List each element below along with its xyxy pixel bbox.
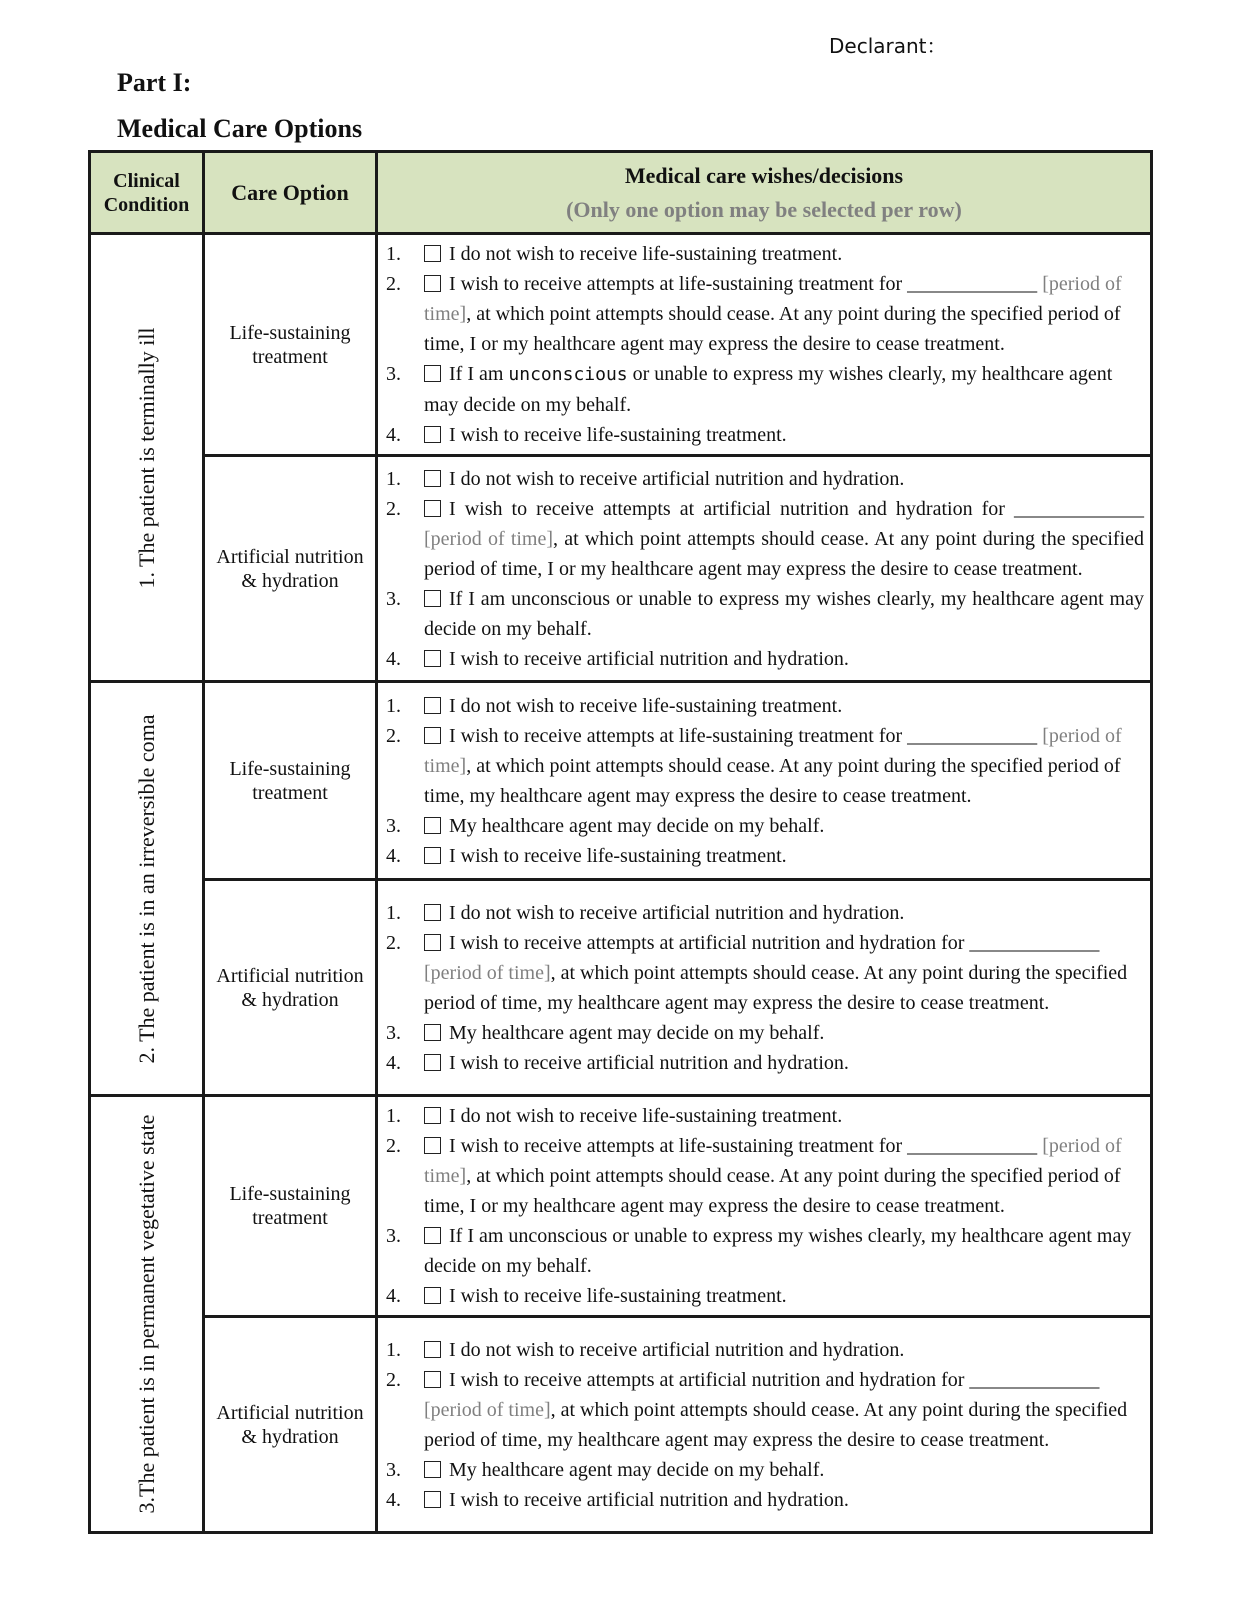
list-item: [386, 1365, 1144, 1455]
care-option-line2: & hydration: [241, 1425, 339, 1448]
care-option-line1: Artificial nutrition: [216, 1401, 364, 1424]
list-item: [386, 644, 1144, 674]
option-text: If I am: [449, 363, 509, 385]
list-item: [386, 1048, 1144, 1078]
clinical-condition-header: [90, 152, 204, 234]
option-checkbox[interactable]: [424, 1341, 441, 1358]
list-item: [386, 691, 1144, 721]
period-of-time-placeholder: [period of time]: [424, 724, 1122, 777]
wishes-header-note: (Only one option may be selected per row): [566, 196, 962, 222]
list-item: [386, 359, 1144, 420]
clinical-header-line2: Condition: [103, 193, 190, 216]
options-list: [386, 464, 1144, 674]
options-list: [386, 691, 1144, 871]
options-list: [386, 898, 1144, 1078]
option-number: 2.: [386, 931, 401, 954]
option-number: 1.: [386, 1105, 401, 1127]
option-text: I wish to receive life-sustaining treatment.: [449, 844, 787, 867]
option-text: If I am unconscious or unable to express my wishes clearly, my healthcare agent may decide on my behalf.: [424, 1225, 1132, 1277]
option-text: I wish to receive attempts at artificial nutrition and hydration for _____________: [449, 497, 1144, 520]
table-row: [90, 1317, 1152, 1533]
list-item: [386, 898, 1144, 928]
option-checkbox[interactable]: [424, 1461, 441, 1478]
option-number: 2.: [386, 724, 401, 747]
option-text: I wish to receive attempts at life-sustaining treatment for _____________: [449, 273, 1043, 295]
list-item: [386, 494, 1144, 584]
wishes-options-cell: [377, 1096, 1152, 1317]
table-row: [90, 1096, 1152, 1317]
list-item: [386, 269, 1144, 359]
table-row: [90, 456, 1152, 682]
option-number: 3.: [386, 1225, 401, 1247]
option-text-continued: , at which point attempts should cease. At any point during the specified period of time, I or my healthcare agent may express the desire to cease treatment.: [424, 527, 1144, 580]
care-option-line2: & hydration: [241, 988, 339, 1011]
period-of-time-placeholder: [period of time]: [424, 273, 1122, 325]
option-text-continued: , at which point attempts should cease. At any point during the specified period of time, my healthcare agent may express the desire to cease treatment.: [424, 1398, 1128, 1451]
option-text: I do not wish to receive artificial nutrition and hydration.: [449, 1338, 905, 1361]
option-checkbox[interactable]: [424, 697, 441, 714]
period-of-time-placeholder: [period of time]: [424, 961, 551, 984]
option-text: I wish to receive life-sustaining treatment.: [449, 424, 787, 446]
option-checkbox[interactable]: [424, 904, 441, 921]
option-text: I wish to receive artificial nutrition and hydration.: [449, 647, 849, 670]
option-checkbox[interactable]: [424, 1107, 441, 1124]
option-text: I wish to receive attempts at artificial nutrition and hydration for _____________: [449, 1368, 1100, 1391]
list-item: [386, 1131, 1144, 1221]
care-option-line2: treatment: [252, 1207, 328, 1229]
option-text: I do not wish to receive artificial nutrition and hydration.: [449, 467, 905, 490]
care-option-line1: Life-sustaining: [229, 321, 351, 344]
care-option-line2: & hydration: [241, 569, 339, 592]
option-text: I wish to receive attempts at life-sustaining treatment for _____________: [449, 1135, 1043, 1157]
option-number: 3.: [386, 363, 401, 385]
option-checkbox[interactable]: [424, 1371, 441, 1388]
care-option-header: Care Option: [204, 152, 377, 234]
list-item: [386, 420, 1144, 450]
clinical-condition-label: 3.The patient is in permanent vegetative state: [133, 1114, 159, 1514]
list-item: [386, 1485, 1144, 1515]
option-text-continued: , at which point attempts should cease. At any point during the specified period of time, I or my healthcare agent may express the desire to cease treatment.: [424, 303, 1121, 355]
wishes-options-cell: [377, 880, 1152, 1096]
option-text: I wish to receive artificial nutrition and hydration.: [449, 1488, 849, 1511]
option-number: 4.: [386, 844, 401, 867]
list-item: [386, 1281, 1144, 1311]
option-checkbox[interactable]: [424, 1054, 441, 1071]
option-checkbox[interactable]: [424, 1137, 441, 1154]
option-number: 1.: [386, 467, 401, 490]
option-checkbox[interactable]: [424, 1024, 441, 1041]
medical-care-options-table: [88, 150, 1153, 1534]
option-number: 3.: [386, 587, 401, 610]
option-number: 3.: [386, 1021, 401, 1044]
option-checkbox[interactable]: [424, 817, 441, 834]
option-checkbox[interactable]: [424, 470, 441, 487]
period-of-time-placeholder: [period of time]: [424, 1398, 551, 1421]
list-item: [386, 1335, 1144, 1365]
option-number: 4.: [386, 1051, 401, 1074]
option-number: 4.: [386, 647, 401, 670]
option-number: 4.: [386, 1285, 401, 1307]
wishes-options-cell: [377, 456, 1152, 682]
option-text: My healthcare agent may decide on my behalf.: [449, 814, 825, 837]
list-item: [386, 1455, 1144, 1485]
option-text: I wish to receive attempts at artificial nutrition and hydration for _____________: [449, 931, 1100, 954]
option-text: I do not wish to receive life-sustaining treatment.: [449, 243, 843, 265]
care-option-cell: [204, 234, 377, 456]
option-text: I do not wish to receive artificial nutrition and hydration.: [449, 901, 905, 924]
care-option-line1: Artificial nutrition: [216, 545, 364, 568]
list-item: [386, 811, 1144, 841]
list-item: [386, 1018, 1144, 1048]
care-option-cell: [204, 1317, 377, 1533]
list-item: [386, 239, 1144, 269]
option-text: I wish to receive life-sustaining treatment.: [449, 1285, 787, 1307]
option-text: My healthcare agent may decide on my behalf.: [449, 1021, 825, 1044]
wishes-header: [377, 152, 1152, 234]
wishes-options-cell: [377, 234, 1152, 456]
list-item: [386, 841, 1144, 871]
option-checkbox[interactable]: [424, 275, 441, 292]
options-list: [386, 239, 1144, 450]
care-option-line1: Life-sustaining: [229, 757, 351, 780]
care-option-line2: treatment: [252, 345, 328, 368]
option-number: 1.: [386, 1338, 401, 1361]
table-row: [90, 682, 1152, 880]
options-list: [386, 1101, 1144, 1311]
declarant-label: Declarant：: [829, 34, 947, 58]
clinical-header-line1: Clinical: [113, 169, 180, 192]
list-item: [386, 584, 1144, 644]
care-option-line1: Artificial nutrition: [216, 964, 364, 987]
wishes-options-cell: [377, 682, 1152, 880]
care-option-cell: [204, 880, 377, 1096]
list-item: [386, 1221, 1144, 1281]
list-item: [386, 721, 1144, 811]
option-number: 1.: [386, 901, 401, 924]
care-option-cell: [204, 682, 377, 880]
option-text: I wish to receive attempts at life-sustaining treatment for _____________: [449, 724, 1043, 747]
clinical-condition-cell: [90, 1096, 204, 1533]
table-row: [90, 234, 1152, 456]
option-text-continued: , at which point attempts should cease. At any point during the specified period of time, my healthcare agent may express the desire to cease treatment.: [424, 754, 1121, 807]
option-checkbox[interactable]: [424, 500, 441, 517]
option-checkbox[interactable]: [424, 590, 441, 607]
period-of-time-placeholder: [period of time]: [424, 1135, 1122, 1187]
part-heading: Part I:: [117, 68, 192, 97]
option-number: 2.: [386, 273, 401, 295]
option-text-mono: unconscious: [508, 364, 628, 385]
option-text: I do not wish to receive life-sustaining treatment.: [449, 694, 843, 717]
care-option-cell: [204, 1096, 377, 1317]
list-item: [386, 928, 1144, 1018]
care-option-line2: treatment: [252, 781, 328, 804]
option-number: 3.: [386, 814, 401, 837]
option-number: 4.: [386, 1488, 401, 1511]
list-item: [386, 464, 1144, 494]
option-number: 2.: [386, 1135, 401, 1157]
clinical-condition-cell: [90, 234, 204, 682]
clinical-condition-cell: [90, 682, 204, 1096]
option-checkbox[interactable]: [424, 727, 441, 744]
option-checkbox[interactable]: [424, 847, 441, 864]
option-number: 3.: [386, 1458, 401, 1481]
option-checkbox[interactable]: [424, 934, 441, 951]
option-checkbox[interactable]: [424, 245, 441, 262]
option-number: 2.: [386, 497, 401, 520]
wishes-options-cell: [377, 1317, 1152, 1533]
option-number: 1.: [386, 694, 401, 717]
option-text: I do not wish to receive life-sustaining treatment.: [449, 1105, 843, 1127]
option-checkbox[interactable]: [424, 650, 441, 667]
option-text: My healthcare agent may decide on my behalf.: [449, 1458, 825, 1481]
option-text: If I am unconscious or unable to express my wishes clearly, my healthcare agent may decide on my behalf.: [424, 587, 1144, 640]
table-header-row: [90, 152, 1152, 234]
option-checkbox[interactable]: [424, 365, 441, 382]
option-number: 1.: [386, 243, 401, 265]
care-option-line1: Life-sustaining: [229, 1183, 351, 1205]
options-list: [386, 1335, 1144, 1515]
option-number: 2.: [386, 1368, 401, 1391]
list-item: [386, 1101, 1144, 1131]
option-checkbox[interactable]: [424, 426, 441, 443]
option-checkbox[interactable]: [424, 1227, 441, 1244]
option-number: 4.: [386, 424, 401, 446]
clinical-condition-label: 2. The patient is in an irreversible coma: [133, 713, 159, 1064]
option-text-continued: , at which point attempts should cease. At any point during the specified period of time, my healthcare agent may express the desire to cease treatment.: [424, 961, 1128, 1014]
page-title: Medical Care Options: [117, 114, 363, 143]
option-checkbox[interactable]: [424, 1287, 441, 1304]
option-checkbox[interactable]: [424, 1491, 441, 1508]
option-text-continued: or unable to express my wishes clearly, my healthcare agent may decide on my behalf.: [424, 363, 1113, 416]
option-text-continued: , at which point attempts should cease. At any point during the specified period of time, I or my healthcare agent may express the desire to cease treatment.: [424, 1165, 1121, 1217]
table-body: [90, 234, 1152, 1533]
wishes-header-title: Medical care wishes/decisions: [624, 162, 904, 188]
option-text: I wish to receive artificial nutrition and hydration.: [449, 1051, 849, 1074]
care-option-cell: [204, 456, 377, 682]
table-row: [90, 880, 1152, 1096]
period-of-time-placeholder: [period of time]: [424, 527, 554, 550]
clinical-condition-label: 1. The patient is terminally ill: [133, 326, 159, 589]
